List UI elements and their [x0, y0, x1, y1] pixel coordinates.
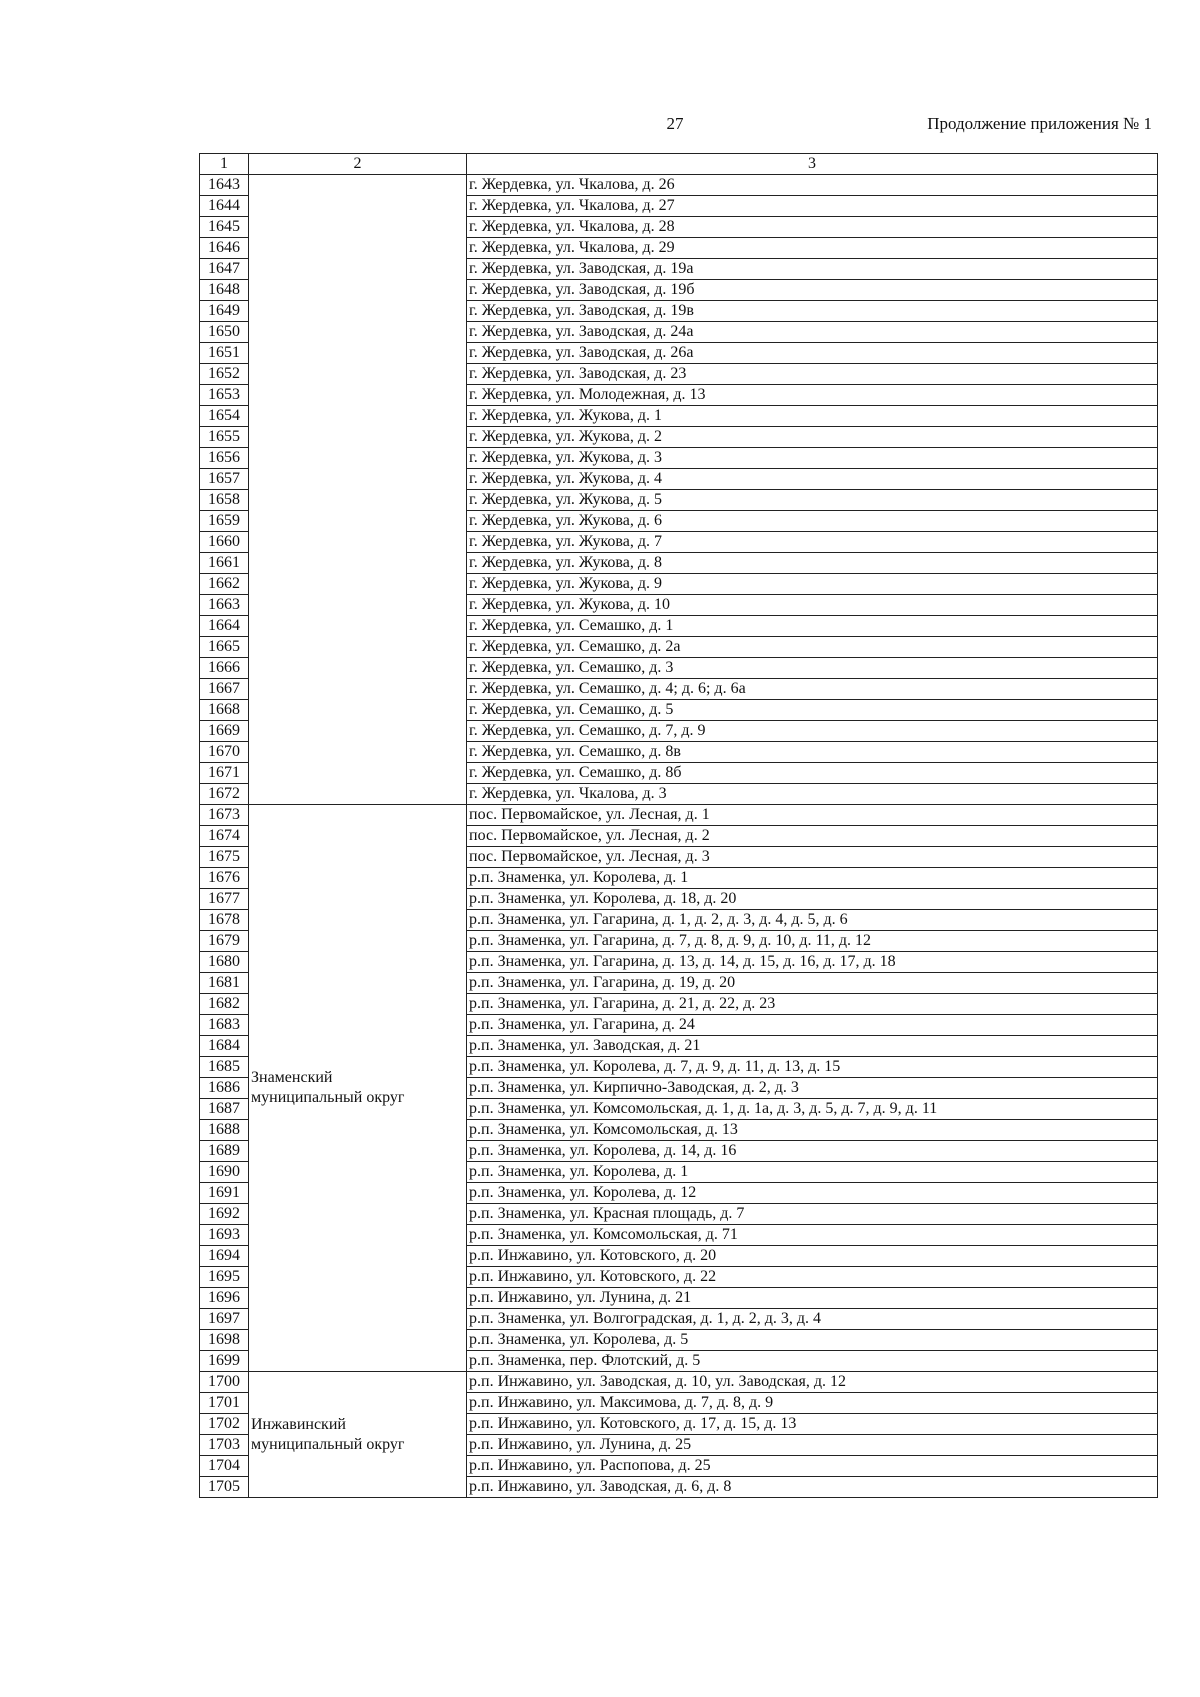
appendix-note: Продолжение приложения № 1	[927, 114, 1152, 133]
address-cell: р.п. Знаменка, ул. Королева, д. 5	[467, 1330, 1158, 1351]
address-cell: р.п. Знаменка, пер. Флотский, д. 5	[467, 1351, 1158, 1372]
address-cell: р.п. Инжавино, ул. Котовского, д. 17, д. 15, д. 13	[467, 1414, 1158, 1435]
row-number: 1679	[200, 931, 249, 952]
district-name-line: Инжавинский	[251, 1415, 346, 1433]
row-number: 1653	[200, 385, 249, 406]
row-number: 1651	[200, 343, 249, 364]
row-number: 1664	[200, 616, 249, 637]
row-number: 1659	[200, 511, 249, 532]
address-cell: г. Жердевка, ул. Заводская, д. 19в	[467, 301, 1158, 322]
address-cell: г. Жердевка, ул. Молодежная, д. 13	[467, 385, 1158, 406]
address-cell: пос. Первомайское, ул. Лесная, д. 3	[467, 847, 1158, 868]
row-number: 1693	[200, 1225, 249, 1246]
address-cell: г. Жердевка, ул. Заводская, д. 19б	[467, 280, 1158, 301]
address-cell: г. Жердевка, ул. Жукова, д. 3	[467, 448, 1158, 469]
address-cell: р.п. Знаменка, ул. Гагарина, д. 1, д. 2, д. 3, д. 4, д. 5, д. 6	[467, 910, 1158, 931]
row-number: 1673	[200, 805, 249, 826]
address-cell: р.п. Инжавино, ул. Распопова, д. 25	[467, 1456, 1158, 1477]
row-number: 1646	[200, 238, 249, 259]
address-cell: г. Жердевка, ул. Чкалова, д. 3	[467, 784, 1158, 805]
address-cell: г. Жердевка, ул. Чкалова, д. 26	[467, 175, 1158, 196]
row-number: 1694	[200, 1246, 249, 1267]
address-cell: р.п. Знаменка, ул. Комсомольская, д. 13	[467, 1120, 1158, 1141]
district-name-line: муниципальный округ	[251, 1435, 405, 1453]
address-cell: р.п. Знаменка, ул. Гагарина, д. 21, д. 22, д. 23	[467, 994, 1158, 1015]
address-cell: г. Жердевка, ул. Жукова, д. 4	[467, 469, 1158, 490]
row-number: 1671	[200, 763, 249, 784]
address-cell: р.п. Знаменка, ул. Королева, д. 7, д. 9, д. 11, д. 13, д. 15	[467, 1057, 1158, 1078]
address-cell: г. Жердевка, ул. Жукова, д. 1	[467, 406, 1158, 427]
row-number: 1682	[200, 994, 249, 1015]
address-cell: г. Жердевка, ул. Жукова, д. 9	[467, 574, 1158, 595]
row-number: 1705	[200, 1477, 249, 1498]
row-number: 1681	[200, 973, 249, 994]
district-name-line: Знаменский	[251, 1069, 333, 1086]
row-number: 1704	[200, 1456, 249, 1477]
row-number: 1676	[200, 868, 249, 889]
row-number: 1656	[200, 448, 249, 469]
address-cell: г. Жердевка, ул. Жукова, д. 6	[467, 511, 1158, 532]
address-cell: р.п. Инжавино, ул. Максимова, д. 7, д. 8, д. 9	[467, 1393, 1158, 1414]
address-cell: р.п. Знаменка, ул. Королева, д. 1	[467, 868, 1158, 889]
address-cell: г. Жердевка, ул. Семашко, д. 8в	[467, 742, 1158, 763]
address-cell: р.п. Знаменка, ул. Комсомольская, д. 1, д. 1а, д. 3, д. 5, д. 7, д. 9, д. 11	[467, 1099, 1158, 1120]
row-number: 1669	[200, 721, 249, 742]
district-cell	[249, 175, 467, 805]
row-number: 1663	[200, 595, 249, 616]
address-cell: г. Жердевка, ул. Семашко, д. 8б	[467, 763, 1158, 784]
row-number: 1690	[200, 1162, 249, 1183]
row-number: 1668	[200, 700, 249, 721]
table-body	[200, 175, 1158, 1498]
row-number: 1697	[200, 1309, 249, 1330]
page-number: 27	[666, 114, 684, 133]
address-cell: г. Жердевка, ул. Жукова, д. 7	[467, 532, 1158, 553]
address-cell: р.п. Знаменка, ул. Гагарина, д. 19, д. 20	[467, 973, 1158, 994]
row-number: 1687	[200, 1099, 249, 1120]
row-number: 1692	[200, 1204, 249, 1225]
row-number: 1670	[200, 742, 249, 763]
table-row	[200, 1372, 1158, 1393]
address-cell: р.п. Инжавино, ул. Котовского, д. 20	[467, 1246, 1158, 1267]
row-number: 1648	[200, 280, 249, 301]
row-number: 1647	[200, 259, 249, 280]
row-number: 1696	[200, 1288, 249, 1309]
row-number: 1700	[200, 1372, 249, 1393]
address-cell: г. Жердевка, ул. Заводская, д. 26а	[467, 343, 1158, 364]
row-number: 1699	[200, 1351, 249, 1372]
address-cell: р.п. Знаменка, ул. Королева, д. 1	[467, 1162, 1158, 1183]
row-number: 1695	[200, 1267, 249, 1288]
address-cell: р.п. Знаменка, ул. Заводская, д. 21	[467, 1036, 1158, 1057]
row-number: 1649	[200, 301, 249, 322]
address-cell: р.п. Знаменка, ул. Королева, д. 18, д. 20	[467, 889, 1158, 910]
row-number: 1667	[200, 679, 249, 700]
row-number: 1674	[200, 826, 249, 847]
address-cell: р.п. Знаменка, ул. Королева, д. 14, д. 16	[467, 1141, 1158, 1162]
address-cell: г. Жердевка, ул. Жукова, д. 5	[467, 490, 1158, 511]
district-cell	[249, 805, 467, 1372]
address-cell: р.п. Знаменка, ул. Волгоградская, д. 1, д. 2, д. 3, д. 4	[467, 1309, 1158, 1330]
row-number: 1662	[200, 574, 249, 595]
column-header: 2	[249, 154, 467, 175]
row-number: 1684	[200, 1036, 249, 1057]
address-cell: г. Жердевка, ул. Заводская, д. 24а	[467, 322, 1158, 343]
column-header: 1	[200, 154, 249, 175]
address-cell: р.п. Инжавино, ул. Заводская, д. 10, ул. Заводская, д. 12	[467, 1372, 1158, 1393]
address-cell: г. Жердевка, ул. Семашко, д. 5	[467, 700, 1158, 721]
address-cell: г. Жердевка, ул. Семашко, д. 1	[467, 616, 1158, 637]
table-row	[200, 805, 1158, 826]
row-number: 1665	[200, 637, 249, 658]
row-number: 1683	[200, 1015, 249, 1036]
table-row	[200, 175, 1158, 196]
address-cell: г. Жердевка, ул. Семашко, д. 4; д. 6; д. 6а	[467, 679, 1158, 700]
row-number: 1655	[200, 427, 249, 448]
row-number: 1658	[200, 490, 249, 511]
row-number: 1685	[200, 1057, 249, 1078]
row-number: 1677	[200, 889, 249, 910]
address-cell: г. Жердевка, ул. Жукова, д. 10	[467, 595, 1158, 616]
address-cell: р.п. Знаменка, ул. Кирпично-Заводская, д. 2, д. 3	[467, 1078, 1158, 1099]
row-number: 1672	[200, 784, 249, 805]
row-number: 1680	[200, 952, 249, 973]
address-cell: р.п. Знаменка, ул. Комсомольская, д. 71	[467, 1225, 1158, 1246]
row-number: 1654	[200, 406, 249, 427]
address-cell: г. Жердевка, ул. Жукова, д. 8	[467, 553, 1158, 574]
district-name-line: муниципальный округ	[251, 1089, 405, 1106]
column-header-row	[200, 154, 1158, 175]
row-number: 1643	[200, 175, 249, 196]
row-number: 1650	[200, 322, 249, 343]
row-number: 1698	[200, 1330, 249, 1351]
row-number: 1675	[200, 847, 249, 868]
column-header: 3	[467, 154, 1158, 175]
row-number: 1661	[200, 553, 249, 574]
address-cell: пос. Первомайское, ул. Лесная, д. 1	[467, 805, 1158, 826]
address-cell: г. Жердевка, ул. Чкалова, д. 29	[467, 238, 1158, 259]
address-cell: р.п. Инжавино, ул. Лунина, д. 25	[467, 1435, 1158, 1456]
address-cell: г. Жердевка, ул. Семашко, д. 2а	[467, 637, 1158, 658]
row-number: 1660	[200, 532, 249, 553]
address-table	[199, 153, 1158, 1498]
address-cell: р.п. Знаменка, ул. Красная площадь, д. 7	[467, 1204, 1158, 1225]
row-number: 1652	[200, 364, 249, 385]
row-number: 1701	[200, 1393, 249, 1414]
address-cell: г. Жердевка, ул. Семашко, д. 7, д. 9	[467, 721, 1158, 742]
address-cell: р.п. Инжавино, ул. Заводская, д. 6, д. 8	[467, 1477, 1158, 1498]
address-cell: р.п. Знаменка, ул. Гагарина, д. 24	[467, 1015, 1158, 1036]
row-number: 1688	[200, 1120, 249, 1141]
row-number: 1678	[200, 910, 249, 931]
row-number: 1686	[200, 1078, 249, 1099]
row-number: 1657	[200, 469, 249, 490]
address-cell: г. Жердевка, ул. Заводская, д. 23	[467, 364, 1158, 385]
address-cell: р.п. Инжавино, ул. Лунина, д. 21	[467, 1288, 1158, 1309]
address-cell: р.п. Знаменка, ул. Королева, д. 12	[467, 1183, 1158, 1204]
address-cell: г. Жердевка, ул. Семашко, д. 3	[467, 658, 1158, 679]
address-cell: г. Жердевка, ул. Чкалова, д. 28	[467, 217, 1158, 238]
address-cell: р.п. Знаменка, ул. Гагарина, д. 13, д. 14, д. 15, д. 16, д. 17, д. 18	[467, 952, 1158, 973]
address-cell: г. Жердевка, ул. Чкалова, д. 27	[467, 196, 1158, 217]
address-cell: р.п. Инжавино, ул. Котовского, д. 22	[467, 1267, 1158, 1288]
row-number: 1666	[200, 658, 249, 679]
address-cell: р.п. Знаменка, ул. Гагарина, д. 7, д. 8, д. 9, д. 10, д. 11, д. 12	[467, 931, 1158, 952]
row-number: 1703	[200, 1435, 249, 1456]
row-number: 1702	[200, 1414, 249, 1435]
address-cell: г. Жердевка, ул. Заводская, д. 19а	[467, 259, 1158, 280]
row-number: 1644	[200, 196, 249, 217]
row-number: 1645	[200, 217, 249, 238]
row-number: 1691	[200, 1183, 249, 1204]
district-cell	[249, 1372, 467, 1498]
row-number: 1689	[200, 1141, 249, 1162]
address-cell: г. Жердевка, ул. Жукова, д. 2	[467, 427, 1158, 448]
address-cell: пос. Первомайское, ул. Лесная, д. 2	[467, 826, 1158, 847]
